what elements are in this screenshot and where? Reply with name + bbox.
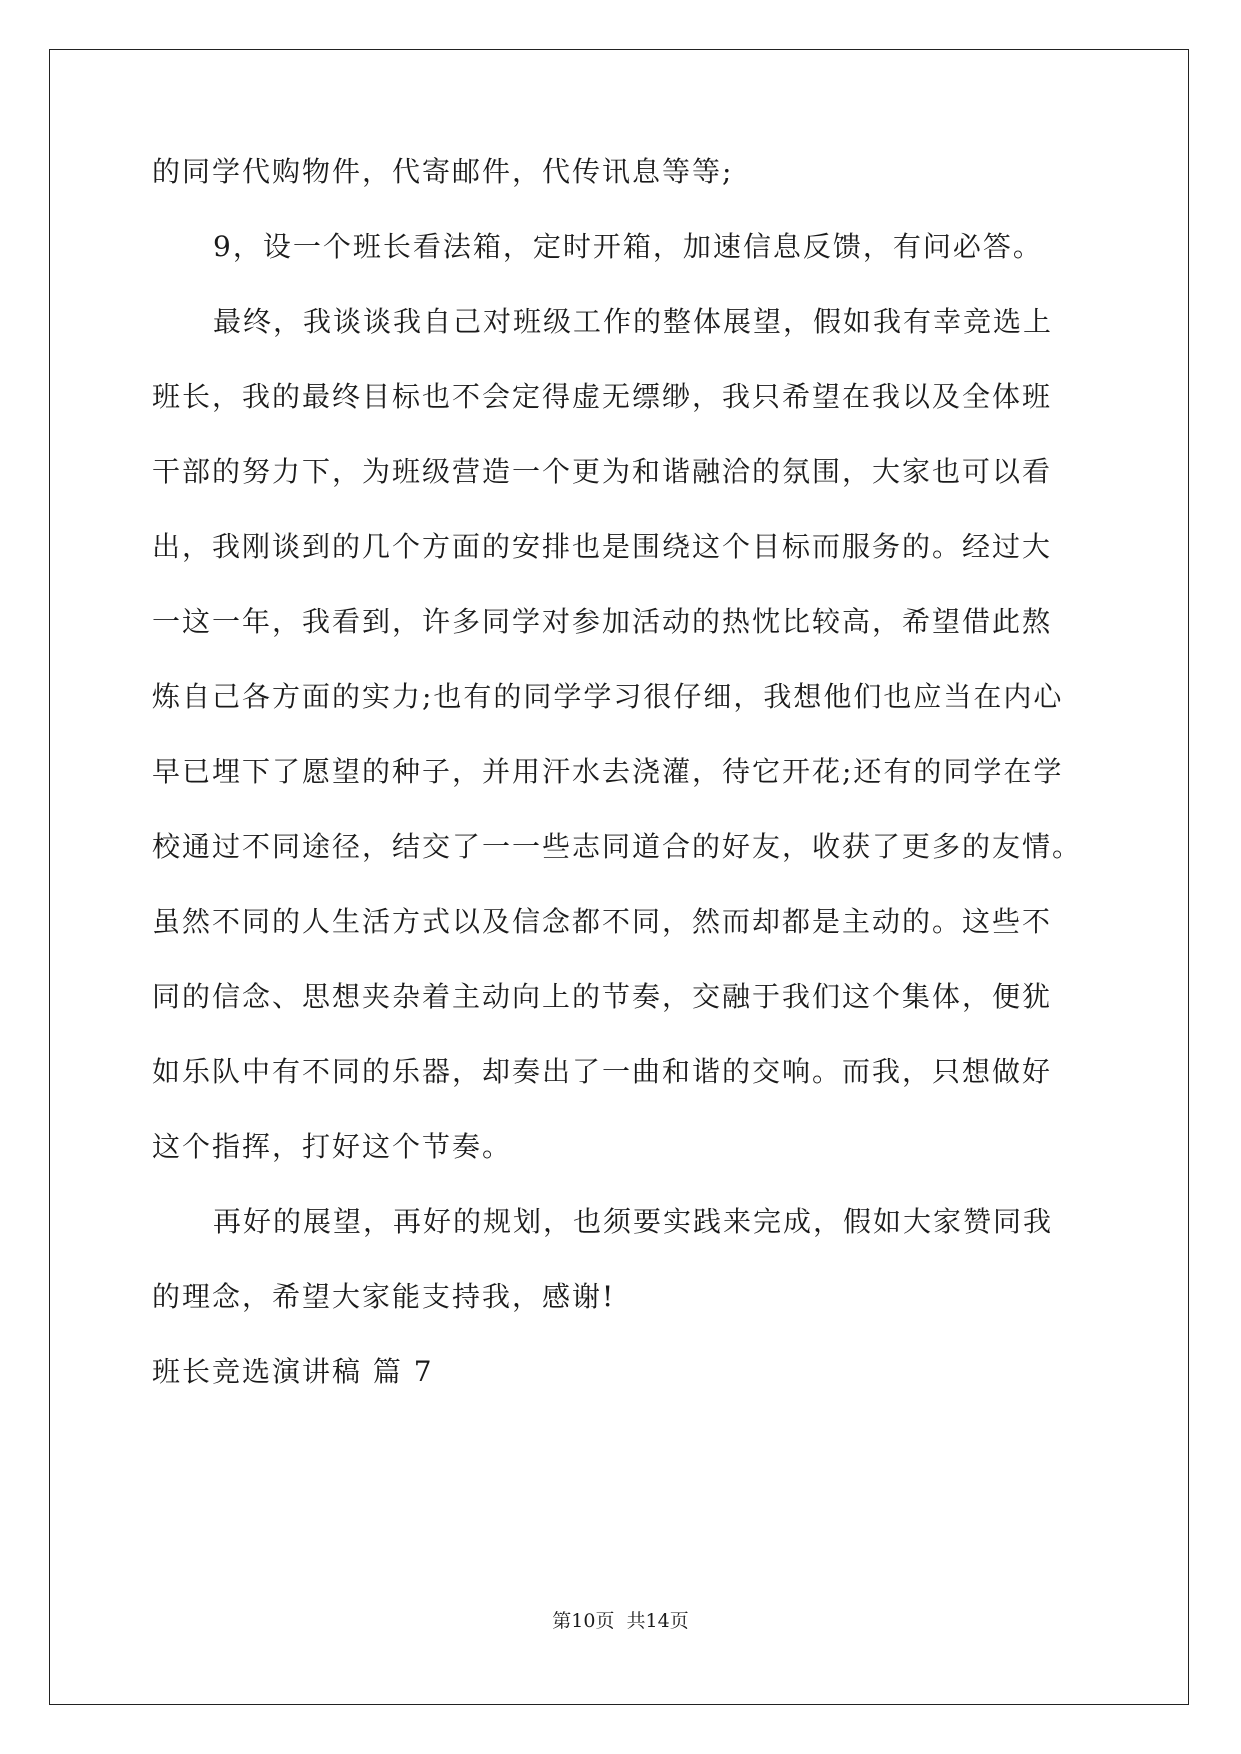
text-line: 一这一年，我看到，许多同学对参加活动的热忱比较高，希望借此熬 [152,605,1053,638]
text-line: 的同学代购物件，代寄邮件，代传讯息等等; [152,155,734,188]
text-line: 干部的努力下，为班级营造一个更为和谐融洽的氛围，大家也可以看 [152,455,1053,488]
page-border [49,49,1189,1705]
text-line: 的理念，希望大家能支持我，感谢! [152,1280,616,1313]
text-line: 虽然不同的人生活方式以及信念都不同，然而却都是主动的。这些不 [152,905,1053,938]
page-number-footer: 第10页 共14页 [552,1610,689,1632]
text-line: 早已埋下了愿望的种子，并用汗水去浇灌，待它开花;还有的同学在学 [152,755,1064,788]
text-line: 这个指挥，打好这个节奏。 [152,1130,513,1163]
section-heading: 班长竞选演讲稿 篇 7 [152,1355,434,1388]
text-line: 炼自己各方面的实力;也有的同学学习很仔细，我想他们也应当在内心 [152,680,1064,713]
text-line: 同的信念、思想夹杂着主动向上的节奏，交融于我们这个集体，便犹 [152,980,1053,1013]
text-line: 再好的展望，再好的规划，也须要实践来完成，假如大家赞同我 [213,1205,1054,1238]
text-line: 如乐队中有不同的乐器，却奏出了一曲和谐的交响。而我，只想做好 [152,1055,1053,1088]
text-line: 出，我刚谈到的几个方面的安排也是围绕这个目标而服务的。经过大 [152,530,1053,563]
text-line: 校通过不同途径，结交了一一些志同道合的好友，收获了更多的友情。 [152,830,1083,863]
text-line: 最终，我谈谈我自己对班级工作的整体展望，假如我有幸竞选上 [213,305,1054,338]
text-line: 班长，我的最终目标也不会定得虚无缥缈，我只希望在我以及全体班 [152,380,1053,413]
text-line: 9，设一个班长看法箱，定时开箱，加速信息反馈，有问必答。 [213,230,1043,263]
